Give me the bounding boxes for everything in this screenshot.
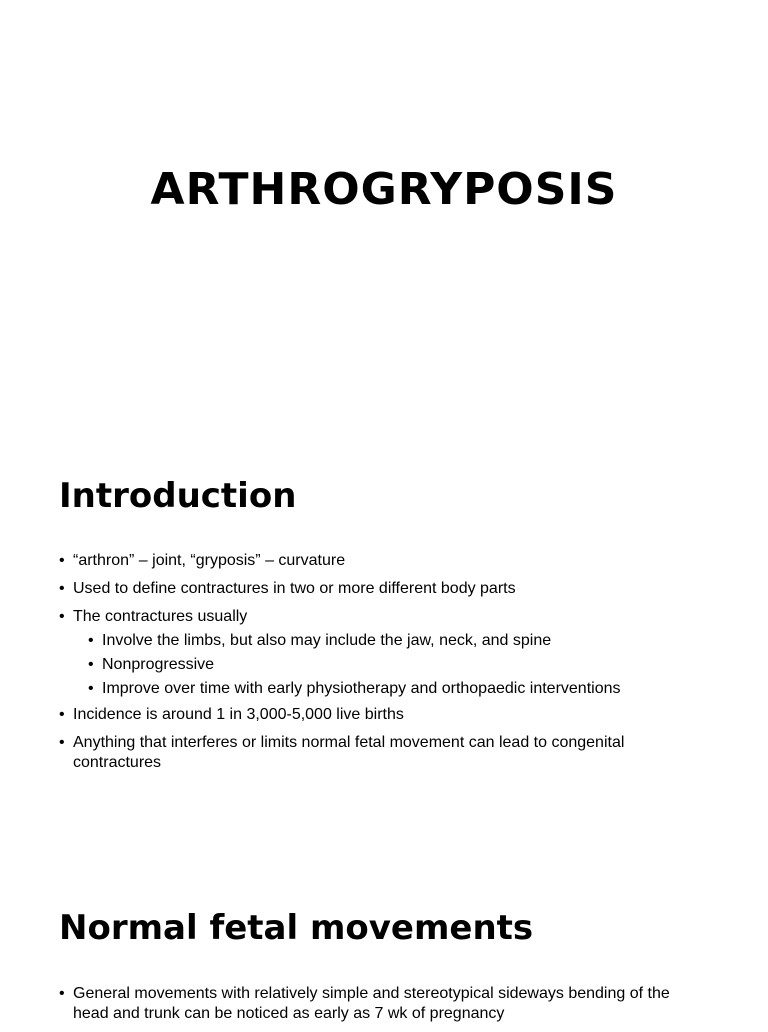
list-item bbox=[59, 607, 709, 699]
sub-bullet-list bbox=[73, 631, 709, 699]
sub-list-item: • Involve the limbs, but also may include the jaw, neck, and spine bbox=[88, 631, 709, 651]
list-item: • Incidence is around 1 in 3,000-5,000 live births bbox=[59, 705, 709, 725]
sub-list-item: • Improve over time with early physiotherapy and orthopaedic interventions bbox=[88, 679, 709, 699]
sub-list-item: • Nonprogressive bbox=[88, 655, 709, 675]
list-item: • General movements with relatively simple and stereotypical sideways bending of the head and trunk can be noticed as early as 7 wk of pregnancy bbox=[59, 984, 709, 1024]
list-item-text: The contractures usually bbox=[73, 608, 248, 625]
title-slide bbox=[0, 0, 768, 430]
fetal-movements-heading: Normal fetal movements bbox=[59, 908, 534, 948]
slide-title: ARTHROGRYPOSIS bbox=[150, 164, 618, 215]
list-item: • “arthron” – joint, “gryposis” – curvature bbox=[59, 551, 709, 571]
list-item: • Used to define contractures in two or more different body parts bbox=[59, 579, 709, 599]
list-item: • Anything that interferes or limits normal fetal movement can lead to congenital contractures bbox=[59, 733, 709, 773]
introduction-heading: Introduction bbox=[59, 476, 297, 516]
introduction-bullet-list bbox=[59, 551, 709, 781]
fetal-movements-bullet-list bbox=[59, 984, 709, 1032]
